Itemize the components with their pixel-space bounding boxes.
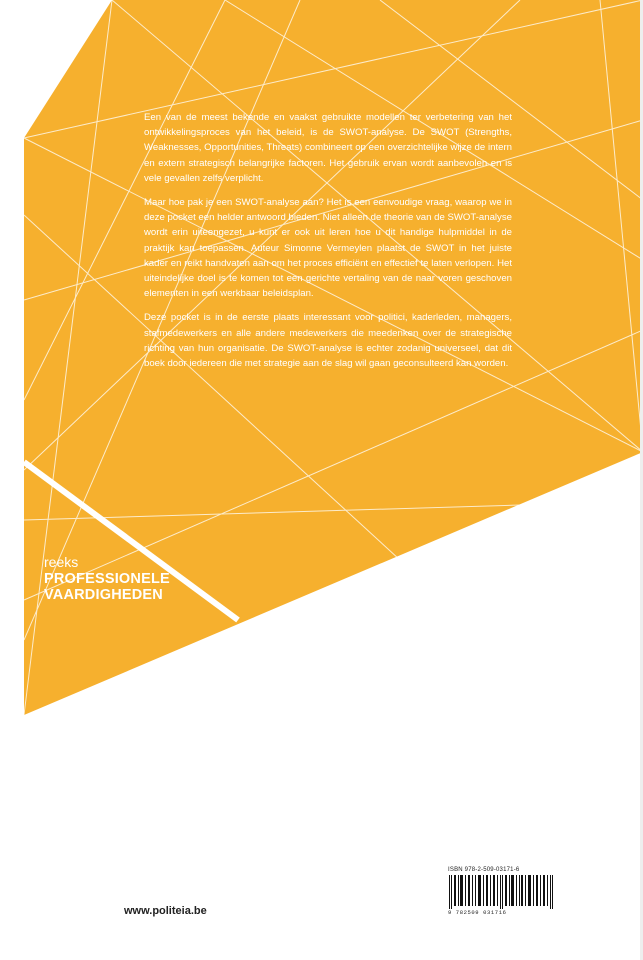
- barcode-digits: 9 782509 031716: [448, 909, 507, 916]
- series-label: reeks: [44, 554, 79, 570]
- barcode-bars: [448, 875, 557, 909]
- series-name-line-2: VAARDIGHEDEN: [44, 587, 163, 603]
- back-cover-blurb: [144, 110, 512, 380]
- publisher-website: www.politeia.be: [124, 905, 207, 917]
- isbn-text: ISBN 978-2-509-03171-6: [448, 867, 520, 873]
- series-name-line-1: PROFESSIONELE: [44, 571, 170, 587]
- blurb-paragraph-2: Maar hoe pak je een SWOT-analyse aan? Het is een eenvoudige vraag, waarop we in deze pocket een helder antwoord bieden. Niet alleen de theorie van de SWOT-analyse wordt erin uiteengezet, u kunt er ook uit leren hoe u dit handige hulpmiddel in de praktijk kan toepassen. Auteur Simonne Vermeylen plaatst de SWOT in het juiste kader en reikt handvaten aan om het proces efficiënt en effectief te laten verlopen. Het uiteindelijke doel is te komen tot een gerichte vertaling van de naar voren geschoven elementen in een werkbaar beleidsplan.: [144, 197, 512, 300]
- blurb-paragraph-3: Deze pocket is in de eerste plaats interessant voor politici, kaderleden, managers, stafmedewerkers en alle andere medewerkers die meedenken over de strategische richting van hun organisatie. De SWOT-analyse is echter zodanig universeel, dat dit boek door iedereen die met strategie aan de slag wil gaan geconsulteerd kan worden.: [144, 312, 512, 370]
- series-title: [44, 553, 170, 603]
- blurb-paragraph-1: Een van de meest bekende en vaakst gebruikte modellen ter verbetering van het ontwikkelingsproces van het beleid, is de SWOT-analyse. De SWOT (Strengths, Weaknesses, Opportunities, Threats) combineert op een overzichtelijke wijze de intern en extern strategisch belangrijke factoren. Het gebruik ervan wordt aanbevolen en is vele gevallen zelfs verplicht.: [144, 112, 512, 184]
- barcode-block: [448, 867, 557, 916]
